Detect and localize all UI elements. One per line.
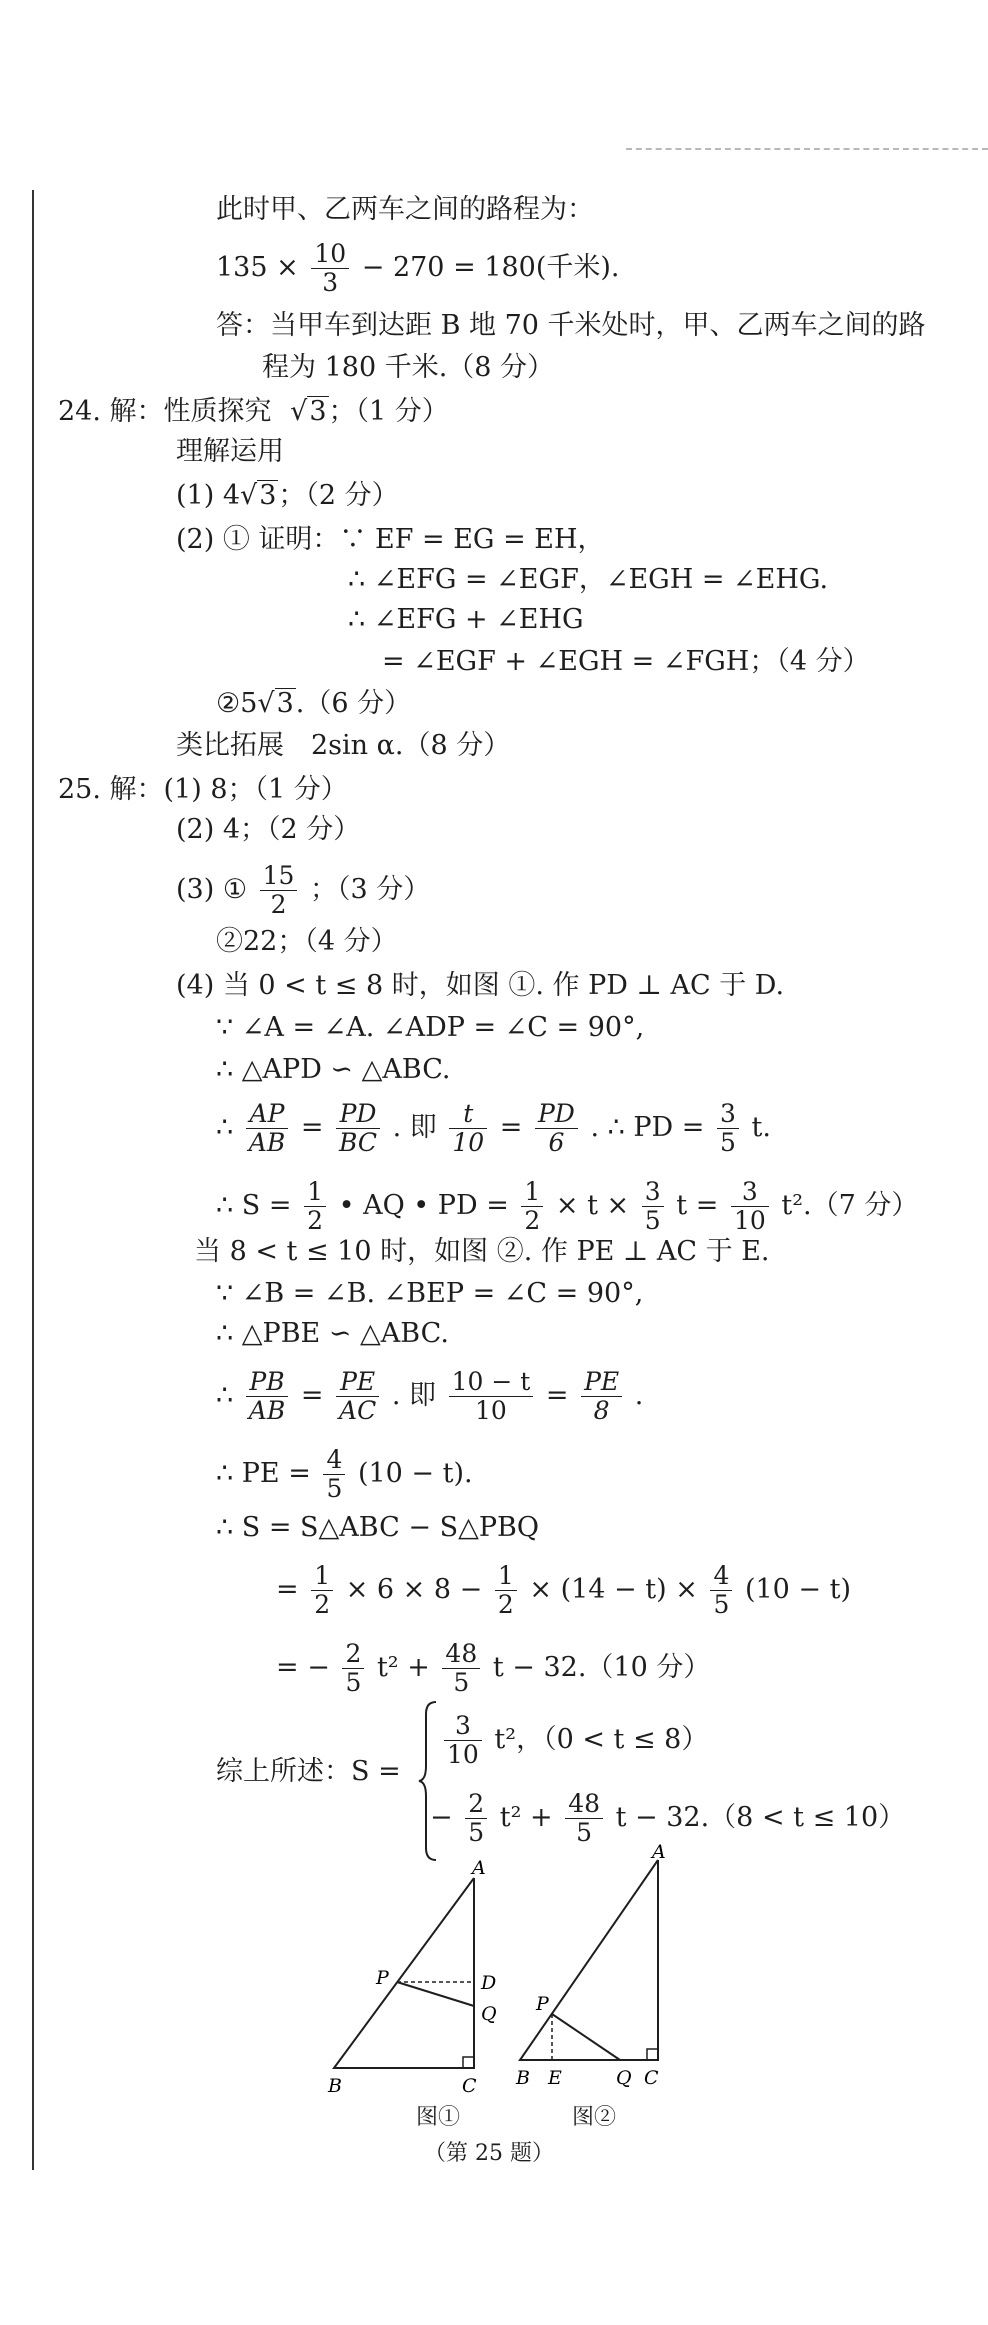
svg-text:P: P xyxy=(536,1993,549,2015)
svg-text:C: C xyxy=(462,2075,477,2097)
svg-text:C: C xyxy=(644,2067,659,2089)
text-line: 此时甲、乙两车之间的路程为： xyxy=(216,194,594,225)
text-line: (4) 当 0 < t ≤ 8 时，如图 ①. 作 PD ⊥ AC 于 D. xyxy=(176,970,785,1001)
text-line: ∴ $\frac{PB}{AB}$ = $\frac{PE}{AC}$ . 即 $\frac{10 - t}{10}$ = $\frac{PE}{8}$ . xyxy=(216,1367,644,1425)
figure-2 xyxy=(515,1841,666,2089)
text-line: 当 8 < t ≤ 10 时，如图 ②. 作 PE ⊥ AC 于 E. xyxy=(194,1236,770,1267)
text-line: (1) 4√3；（2 分） xyxy=(176,480,399,511)
question-caption: （第 25 题） xyxy=(424,2141,554,2166)
text-line: 程为 180 千米.（8 分） xyxy=(262,352,555,383)
figure-1 xyxy=(327,1857,497,2097)
geometry-figure xyxy=(320,1841,680,2130)
header-dashed-rule xyxy=(626,148,988,150)
text-line: = − $\frac{2}{5}$ t² + $\frac{48}{5}$ t − 32.（10 分） xyxy=(276,1639,711,1697)
text-line: − $\frac{2}{5}$ t² + $\frac{48}{5}$ t − 32.（8 < t ≤ 10） xyxy=(430,1789,906,1847)
text-line: (3) ① $\frac{15}{2}$ ；（3 分） xyxy=(176,861,431,919)
svg-text:A: A xyxy=(472,1857,486,1879)
svg-text:A: A xyxy=(652,1841,666,1863)
text-line: 答：当甲车到达距 B 地 70 千米处时，甲、乙两车之间的路 xyxy=(216,310,926,341)
text-line: 24. 解：性质探究 √3；（1 分） xyxy=(58,396,449,427)
text-line: ∴ △PBE ∽ △ABC. xyxy=(216,1318,449,1349)
text-line: ∴ S = $\frac{1}{2}$ • AQ • PD = $\frac{1}{2}$ × t × $\frac{3}{5}$ t = $\frac{3}{10}$ t².（7 分） xyxy=(216,1177,919,1235)
text-line: ②22；（4 分） xyxy=(216,926,398,957)
text-line: 类比拓展 2sin α.（8 分） xyxy=(176,730,511,761)
text-line: 综上所述：S = xyxy=(216,1756,401,1787)
text-line: ∴ ∠EFG = ∠EGF，∠EGH = ∠EHG. xyxy=(348,564,829,595)
text-line: ②5√3.（6 分） xyxy=(216,688,412,719)
text-line: ∴ $\frac{AP}{AB}$ = $\frac{PD}{BC}$ . 即 $\frac{t}{10}$ = $\frac{PD}{6}$ . ∴ PD = $\frac{3}{5}$ t. xyxy=(216,1099,771,1157)
text-line: ∵ ∠A = ∠A. ∠ADP = ∠C = 90°, xyxy=(216,1012,645,1043)
text-line: = $\frac{1}{2}$ × 6 × 8 − $\frac{1}{2}$ × (14 − t) × $\frac{4}{5}$ (10 − t) xyxy=(276,1561,852,1619)
figure-2-caption: 图② xyxy=(572,2105,617,2130)
text-line: (2) 4；（2 分） xyxy=(176,814,361,845)
text-line: $\frac{3}{10}$ t²，（0 < t ≤ 8） xyxy=(440,1712,708,1769)
text-line: ∵ ∠B = ∠B. ∠BEP = ∠C = 90°, xyxy=(216,1278,644,1309)
text-line: 理解运用 xyxy=(176,436,284,467)
text-line: ∴ ∠EFG + ∠EHG xyxy=(348,604,584,635)
left-margin-rule xyxy=(32,190,34,2170)
svg-text:E: E xyxy=(548,2067,562,2089)
figure-1-caption: 图① xyxy=(416,2105,461,2130)
svg-text:B: B xyxy=(516,2067,530,2089)
text-line: (2) ① 证明：∵ EF = EG = EH， xyxy=(176,524,605,555)
text-line: ∴ PE = $\frac{4}{5}$ (10 − t). xyxy=(216,1445,473,1503)
text-line: ∴ S = S△ABC − S△PBQ xyxy=(216,1512,539,1543)
fraction: $\frac{10}{3}$ xyxy=(311,240,349,297)
fraction: $\frac{15}{2}$ xyxy=(260,862,298,919)
svg-text:Q: Q xyxy=(481,2003,497,2025)
text-line: ∴ △APD ∽ △ABC. xyxy=(216,1054,451,1085)
svg-text:D: D xyxy=(481,1972,497,1994)
svg-text:Q: Q xyxy=(616,2067,632,2089)
svg-text:P: P xyxy=(376,1967,389,1989)
svg-text:B: B xyxy=(328,2075,342,2097)
text-line: = ∠EGF + ∠EGH = ∠FGH；（4 分） xyxy=(382,646,870,677)
text-line: 25. 解：(1) 8；（1 分） xyxy=(58,774,348,805)
text-line: 135 × $\frac{10}{3}$ − 270 = 180(千米). xyxy=(216,239,620,297)
